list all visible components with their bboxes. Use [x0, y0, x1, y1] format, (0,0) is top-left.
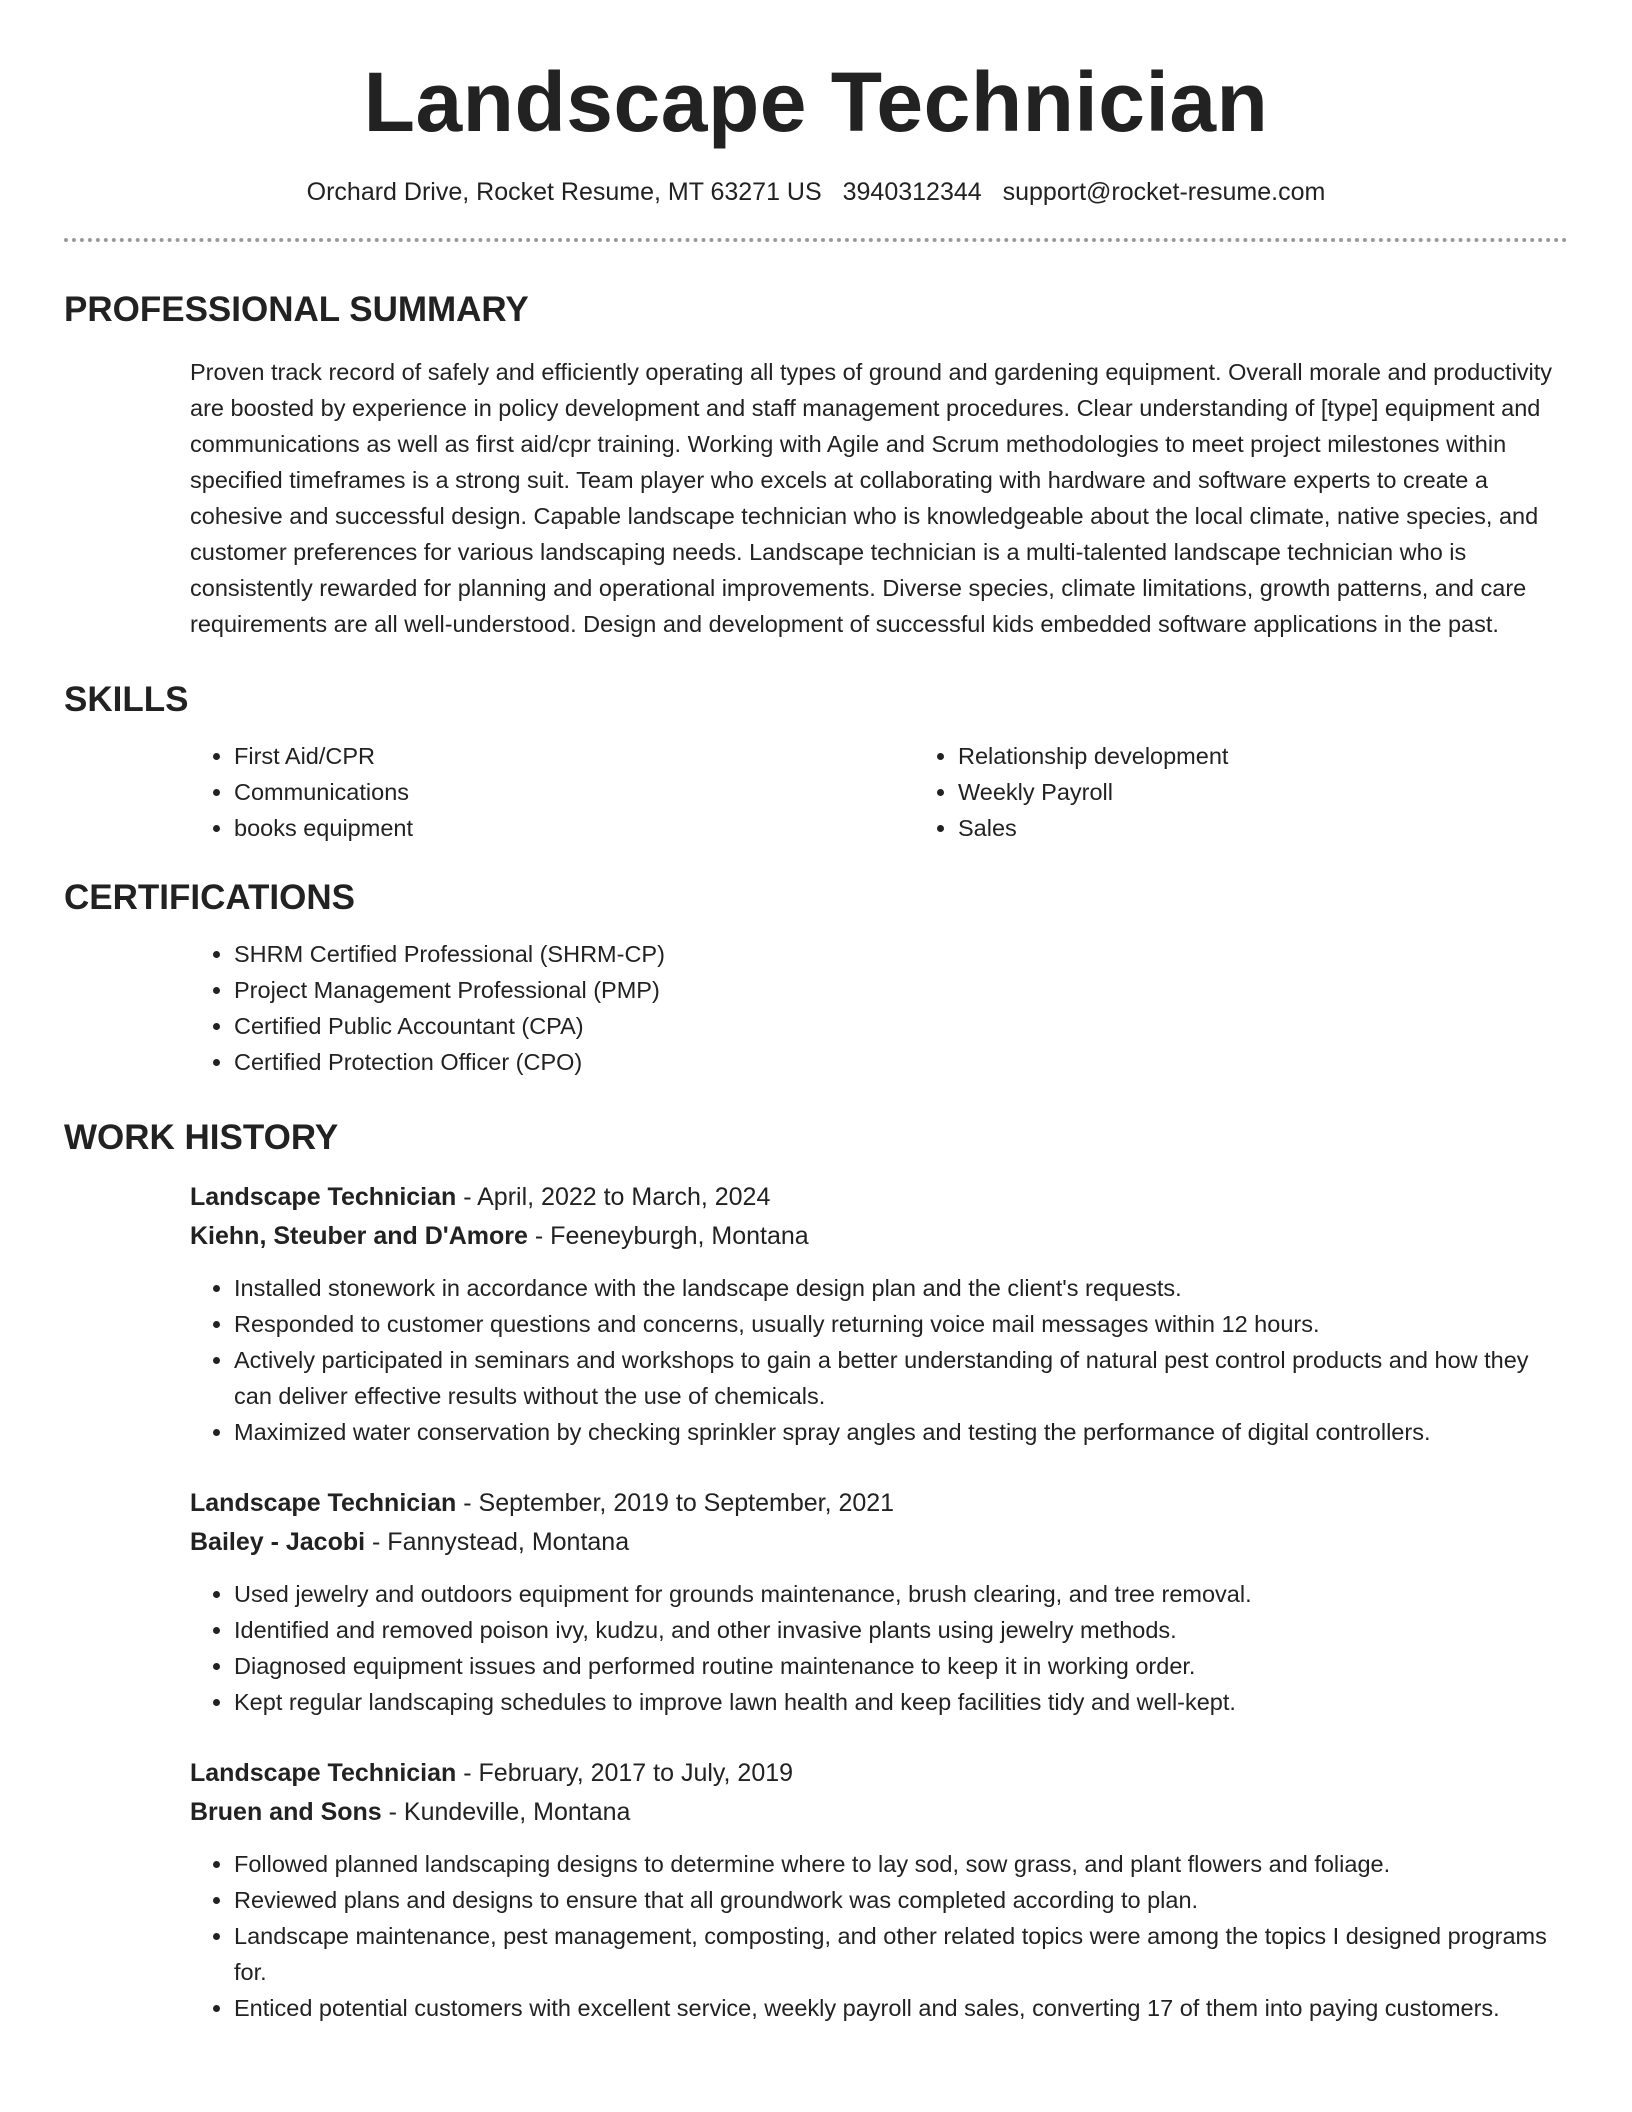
job-company-line: [190, 1217, 1568, 1256]
job-bullets: [190, 1576, 1568, 1720]
certification-item: • SHRM Certified Professional (SHRM-CP): [234, 936, 1568, 972]
job-dates: - February, 2017 to July, 2019: [456, 1759, 794, 1787]
job-location: - Fannystead, Montana: [365, 1528, 630, 1556]
job-bullet: • Followed planned landscaping designs to determine where to lay sod, sow grass, and plant flowers and foliage.: [234, 1846, 1568, 1882]
job-location: - Feeneyburgh, Montana: [527, 1222, 809, 1250]
job-company-line: [190, 1523, 1568, 1562]
contact-phone: 3940312344: [842, 178, 982, 206]
job-location: - Kundeville, Montana: [381, 1798, 631, 1826]
job-bullets: [190, 1846, 1568, 2026]
job-bullet: • Reviewed plans and designs to ensure that all groundwork was completed according to plan.: [234, 1882, 1568, 1918]
job-bullet: • Responded to customer questions and concerns, usually returning voice mail messages within 12 hours.: [234, 1306, 1568, 1342]
job-bullet: • Installed stonework in accordance with the landscape design plan and the client's requests.: [234, 1270, 1568, 1306]
contact-info: [64, 176, 1568, 208]
job-company-line: [190, 1793, 1568, 1832]
job-company: Kiehn, Steuber and D'Amore: [190, 1222, 528, 1250]
job-bullet: • Kept regular landscaping schedules to improve lawn health and keep facilities tidy and well-kept.: [234, 1684, 1568, 1720]
header-divider: [64, 238, 1568, 242]
job-title: Landscape Technician: [190, 1759, 457, 1787]
job-bullet: • Landscape maintenance, pest management, composting, and other related topics were among the topics I designed programs for.: [234, 1918, 1568, 1990]
skill-item: • Sales: [958, 810, 1568, 846]
certifications-list: [190, 936, 1568, 1080]
resume-title: Landscape Technician: [363, 55, 1269, 149]
skill-item: • Relationship development: [958, 738, 1568, 774]
summary-text: Proven track record of safely and efficiently operating all types of ground and gardening equipment. Overall morale and productivity are boosted by experience in policy development and staff management procedures. Clear understanding of [type] equipment and communications as well as first aid/cpr training. Working with Agile and Scrum methodologies to meet project milestones within specified timeframes is a strong suit. Team player who excels at collaborating with hardware and software experts to create a cohesive and successful design. Capable landscape technician who is knowledgeable about the local climate, native species, and customer preferences for various landscaping needs. Landscape technician is a multi-talented landscape technician who is consistently rewarded for planning and operational improvements. Diverse species, climate limitations, growth patterns, and care requirements are all well-understood. Design and development of successful kids embedded software applications in the past.: [190, 359, 1553, 637]
job-dates: - April, 2022 to March, 2024: [456, 1183, 771, 1211]
skills-list-left: [190, 738, 914, 846]
skill-item: • First Aid/CPR: [234, 738, 914, 774]
certification-item: • Certified Public Accountant (CPA): [234, 1008, 1568, 1044]
summary-section: [64, 288, 1568, 642]
work-history-heading: WORK HISTORY: [64, 1118, 339, 1157]
job-company: Bailey - Jacobi: [190, 1528, 366, 1556]
certifications-heading: CERTIFICATIONS: [64, 878, 356, 917]
skill-item: • Communications: [234, 774, 914, 810]
contact-email: support@rocket-resume.com: [1002, 178, 1326, 206]
job-company: Bruen and Sons: [190, 1798, 382, 1826]
job-bullet: • Identified and removed poison ivy, kudzu, and other invasive plants using jewelry methods.: [234, 1612, 1568, 1648]
job-title: Landscape Technician: [190, 1183, 457, 1211]
certifications-section: [64, 876, 1568, 1080]
job-entry: [190, 1754, 1568, 2026]
certification-item: • Certified Protection Officer (CPO): [234, 1044, 1568, 1080]
work-history-section: [64, 1116, 1568, 2026]
job-title-line: [190, 1754, 1568, 1793]
job-dates: - September, 2019 to September, 2021: [456, 1489, 895, 1517]
job-bullets: [190, 1270, 1568, 1450]
job-title-line: [190, 1178, 1568, 1217]
job-bullet: • Enticed potential customers with excellent service, weekly payroll and sales, converting 17 of them into paying customers.: [234, 1990, 1568, 2026]
skills-section: [64, 678, 1568, 846]
certification-item: • Project Management Professional (PMP): [234, 972, 1568, 1008]
job-title: Landscape Technician: [190, 1489, 457, 1517]
contact-address: Orchard Drive, Rocket Resume, MT 63271 US: [306, 178, 822, 206]
skill-item: • Weekly Payroll: [958, 774, 1568, 810]
job-bullet: • Diagnosed equipment issues and performed routine maintenance to keep it in working order.: [234, 1648, 1568, 1684]
job-bullet: • Actively participated in seminars and workshops to gain a better understanding of natural pest control products and how they can deliver effective results without the use of chemicals.: [234, 1342, 1568, 1414]
job-title-line: [190, 1484, 1568, 1523]
job-bullet: • Used jewelry and outdoors equipment for grounds maintenance, brush clearing, and tree removal.: [234, 1576, 1568, 1612]
job-entry: [190, 1484, 1568, 1720]
job-entry: [190, 1178, 1568, 1450]
skills-heading: SKILLS: [64, 680, 189, 719]
skills-grid: [190, 738, 1568, 846]
job-bullet: • Maximized water conservation by checking sprinkler spray angles and testing the performance of digital controllers.: [234, 1414, 1568, 1450]
summary-heading: PROFESSIONAL SUMMARY: [64, 290, 529, 329]
skill-item: • books equipment: [234, 810, 914, 846]
skills-list-right: [914, 738, 1568, 846]
